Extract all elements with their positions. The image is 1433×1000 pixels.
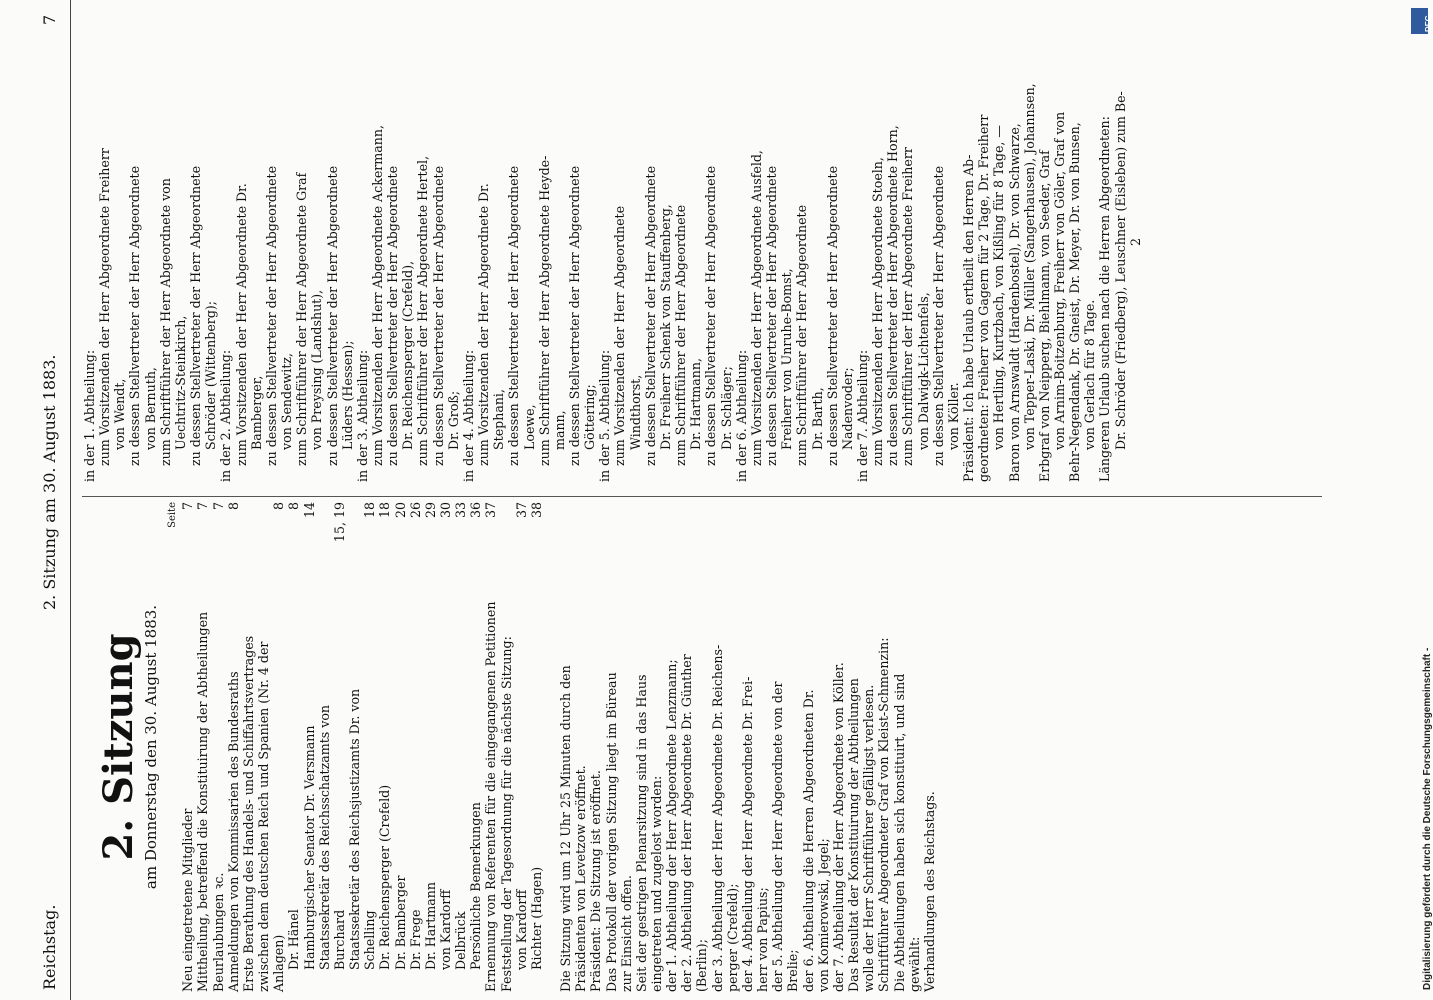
toc-entry-page: 33 xyxy=(453,502,469,519)
text-line: Loewe, xyxy=(521,404,537,450)
text-line: zum Schriftführer der Herr Abgeordnete Graf xyxy=(294,172,310,466)
text-line: Verhandlungen des Reichstags. xyxy=(921,791,937,992)
text-line: zum Vorsitzenden der Herr Abgeordnete Stoeln, xyxy=(870,157,886,466)
text-line: zu dessen Stellvertreter der Herr Abgeordnete xyxy=(567,165,582,466)
text-line: zum Vorsitzenden der Herr Abgeordnete Ausfeld, xyxy=(748,150,764,466)
text-line: geordneten: Freiherr von Gagern für 2 Tage, Dr. Freiherr xyxy=(976,114,992,482)
text-line: Schröder (Wittenberg); xyxy=(203,300,219,450)
toc-entry-page: 20 xyxy=(392,502,408,519)
text-line: Behr-Negendank, Dr. Gneist, Dr. Meyer, Dr. von Bunsen, xyxy=(1067,122,1083,482)
toc-entry xyxy=(317,502,332,992)
toc-entry-text: von Kardorff xyxy=(437,889,453,970)
toc-page-heading: Seite xyxy=(167,502,179,528)
toc-entry xyxy=(347,502,362,992)
text-line: Erbgraf von Neipperg, Biehlmann, von Seeder, Graf xyxy=(1036,150,1052,482)
toc-entry xyxy=(286,502,301,992)
text-line: Dr. Barth, xyxy=(809,387,825,450)
text-line: zum Vorsitzenden der Herr Abgeordnete Ackermann, xyxy=(369,125,385,466)
session-title: 2. Sitzung xyxy=(95,633,142,861)
toc-entry xyxy=(468,502,483,992)
toc-entry-text: Dr. Hartmann xyxy=(422,882,438,970)
page-number: 7 xyxy=(40,14,59,25)
text-line: Freiherr von Unruhe-Bomst, xyxy=(779,268,795,450)
toc-entry xyxy=(423,502,438,992)
toc-entry-text: Anmeldungen von Kommissarien des Bundesraths xyxy=(225,671,241,992)
text-line: in der 6. Abtheilung: xyxy=(733,349,749,482)
text-line: zum Vorsitzenden der Herr Abgeordnete xyxy=(612,205,628,466)
text-line: der 2. Abtheilung der Herr Abgeordnete Dr. Günther xyxy=(679,654,695,992)
toc-entry-text: Neu eingetretene Mitglieder xyxy=(180,808,196,992)
text-line: der 6. Abtheilung die Herren Abgeordneten Dr. xyxy=(800,689,816,992)
toc-entry-text: Feststellung der Tagesordnung für die nächste Sitzung: xyxy=(498,636,514,992)
text-line: Bamberger, xyxy=(248,375,264,450)
toc-entry-page: 14 xyxy=(301,502,317,519)
toc-entry xyxy=(195,502,210,992)
text-line: zum Schriftführer der Herr Abgeordnete Heyde- xyxy=(536,155,552,466)
text-line: zum Schriftführer der Herr Abgeordnete Freiherr xyxy=(900,147,916,466)
text-line: der 5. Abtheilung der Herr Abgeordnete von der xyxy=(770,681,786,992)
text-line: Dr. Groß; xyxy=(445,390,461,450)
header-rule xyxy=(70,0,71,1000)
toc-entry-text: Richter (Hagen) xyxy=(528,866,544,970)
text-line: Das Resultat der Konstituirung der Abtheilungen xyxy=(846,678,862,992)
dfg-logo: DFG xyxy=(1411,8,1428,34)
text-line: zum Vorsitzenden der Herr Abgeordnete Dr. xyxy=(476,183,492,466)
toc-entry-text: Anlagen) xyxy=(271,934,287,992)
toc-entry-text: Schelling xyxy=(362,910,378,970)
toc-entry xyxy=(377,502,392,992)
text-line: (Berlin); xyxy=(694,939,710,992)
toc-entry xyxy=(362,502,377,992)
text-line: Dr. Freiherr Schenk von Stauffenberg, xyxy=(657,204,673,450)
text-line: Stephani, xyxy=(491,389,507,450)
session-date: am Donnerstag den 30. August 1883. xyxy=(142,604,160,890)
toc-entry-text: Delbrück xyxy=(453,911,469,970)
toc-entry-text: Dr. Frege xyxy=(407,909,423,970)
text-line: Windthorst, xyxy=(627,374,643,450)
toc-entry-page xyxy=(499,502,514,548)
header-left: Reichstag. xyxy=(40,904,59,990)
running-header xyxy=(36,0,66,1000)
text-line: Göttering; xyxy=(582,384,598,450)
toc-entry xyxy=(438,502,453,992)
toc-entry xyxy=(332,502,347,992)
toc-entry xyxy=(241,502,256,992)
text-line: zu dessen Stellvertreter der Herr Abgeordnete xyxy=(430,165,446,466)
text-line: von Köller. xyxy=(945,382,961,450)
toc-entry-page: 18 xyxy=(362,502,378,519)
toc-entry-page: 15, 19 xyxy=(331,502,347,543)
text-line: herr von Papius; xyxy=(755,887,771,992)
toc-entry xyxy=(226,502,241,992)
text-line: zum Schriftführer der Herr Abgeordnete xyxy=(673,204,689,466)
text-line: von Sendewitz, xyxy=(279,352,295,450)
toc-entry-text: Staatssekretär des Reichsschatzamts von xyxy=(316,704,332,970)
text-line: Baron von Arnswaldt (Hardenbostel), Dr. von Schwarze, xyxy=(1006,123,1022,482)
text-line: zu dessen Stellvertreter der Herr Abgeordnete xyxy=(188,165,204,466)
table-of-contents xyxy=(180,502,544,992)
toc-entry-text: Dr. Bamberger xyxy=(392,875,408,970)
text-line: zu dessen Stellvertreter der Herr Abgeordnete xyxy=(824,165,840,466)
text-line: gewählt: xyxy=(906,936,922,992)
toc-entry-page: 7 xyxy=(195,502,211,511)
toc-entry xyxy=(211,502,226,992)
text-line: Dr. Reichensperger (Crefeld), xyxy=(400,260,416,450)
toc-entry-page: 8 xyxy=(271,502,287,511)
toc-entry-page: 8 xyxy=(225,502,241,511)
toc-entry xyxy=(483,502,498,992)
toc-entry-page: 30 xyxy=(437,502,453,519)
text-line: Nadenvoder; xyxy=(839,367,855,450)
text-line: Das Protokoll der vorigen Sitzung liegt im Büreau xyxy=(603,672,619,992)
left-column xyxy=(82,502,937,992)
toc-entry-page: 37 xyxy=(483,502,499,519)
text-line: eingetreten und zugelost worden: xyxy=(649,775,664,992)
text-line: von Komierowski, Jegel; xyxy=(815,838,831,992)
right-body-text xyxy=(82,2,1128,482)
text-line: zu dessen Stellvertreter der Herr Abgeordnete xyxy=(263,165,279,466)
text-line: von Gerlach für 8 Tage. xyxy=(1082,299,1098,450)
text-line: von Arnim-Boitzenburg, Freiherr von Göler, Graf von xyxy=(1052,111,1067,450)
text-line: zu dessen Stellvertreter der Herr Abgeordnete xyxy=(324,165,340,466)
text-line: zu dessen Stellvertreter der Herr Abgeordnete xyxy=(764,165,780,466)
text-line: in der 7. Abtheilung: xyxy=(854,349,870,482)
toc-entry-page: 26 xyxy=(407,502,423,519)
toc-entry-page: 7 xyxy=(180,502,196,511)
text-line: Die Abtheilungen haben sich konstituirt, und sind xyxy=(891,673,907,992)
toc-entry xyxy=(529,502,544,992)
text-line: mann, xyxy=(551,410,567,450)
text-line: Präsident: Die Sitzung ist eröffnet. xyxy=(588,770,604,992)
text-line: zu dessen Stellvertreter der Herr Abgeordnete xyxy=(703,165,719,466)
toc-entry xyxy=(180,502,195,992)
signature-mark: 2 xyxy=(1127,238,1143,247)
toc-entry-page xyxy=(241,502,256,548)
text-line: Dr. Schläger; xyxy=(718,366,734,450)
toc-entry-text: Burchard xyxy=(331,909,347,970)
text-line: zu dessen Stellvertreter der Herr Abgeordnete xyxy=(385,165,401,466)
toc-entry-text: Hamburgischer Senator Dr. Versmann xyxy=(301,725,317,970)
text-line: Uechtritz-Steinkirch, xyxy=(172,315,188,450)
text-line: zu dessen Stellvertreter der Herr Abgeordnete xyxy=(127,165,143,466)
toc-entry-page: 8 xyxy=(286,502,302,511)
toc-entry-page: 29 xyxy=(422,502,438,519)
toc-entry-text: von Kardorff xyxy=(513,889,529,970)
toc-entry xyxy=(499,502,514,992)
text-line: zum Schriftführer der Herr Abgeordnete Hertel, xyxy=(415,155,431,466)
text-line: in der 3. Abtheilung: xyxy=(354,349,370,482)
text-line: Schriftführer Abgeordneter Graf von Kleist-Schmenzin: xyxy=(876,637,892,992)
left-body-text xyxy=(558,502,937,992)
right-column xyxy=(82,2,1143,482)
toc-entry-page: 36 xyxy=(468,502,484,519)
text-line: Seit der gestrigen Plenarsitzung sind in das Haus xyxy=(633,674,649,992)
text-line: wolle der Herr Schriftführer gefälligst verlesen. xyxy=(861,684,877,992)
toc-entry-text: Dr. Hänel xyxy=(286,909,302,970)
toc-entry xyxy=(271,502,286,992)
text-line: perger (Crefeld); xyxy=(724,883,740,992)
text-line: Dr. Schröder (Friedberg), Leuschner (Eisleben) zum Be- xyxy=(1112,91,1128,450)
toc-entry xyxy=(256,502,271,992)
text-line: von Bernuth, xyxy=(142,367,158,450)
text-line: Die Sitzung wird um 12 Uhr 25 Minuten durch den xyxy=(558,665,574,992)
text-line: der 7. Abtheilung der Herr Abgeordnete von Köller. xyxy=(830,662,846,992)
text-line: zum Vorsitzenden der Herr Abgeordnete Dr. xyxy=(233,183,249,466)
toc-entry-text: zwischen dem deutschen Reich und Spanien (Nr. 4 der xyxy=(256,641,272,992)
text-line: Brelie; xyxy=(785,949,801,992)
toc-entry-text: Persönliche Bemerkungen xyxy=(468,802,484,970)
toc-entry-text: Dr. Reichensperger (Crefeld) xyxy=(377,784,393,970)
text-line: Dr. Hartmann, xyxy=(688,358,704,450)
text-line: Präsidenten von Levetzow eröffnet. xyxy=(573,765,589,992)
text-line: zur Einsicht offen. xyxy=(618,875,634,992)
text-line: Lüders (Hessen); xyxy=(339,340,355,450)
toc-entry-page xyxy=(256,502,271,548)
text-line: der 1. Abtheilung der Herr Abgeordnete Lenzmann; xyxy=(664,659,680,992)
toc-entry-text: Beurlaubungen ꝛc. xyxy=(210,872,226,992)
toc-entry-text: Mittheilung, betreffend die Konstituirung der Abtheilungen xyxy=(195,611,211,992)
column-divider xyxy=(82,496,1322,497)
text-line: zu dessen Stellvertreter der Herr Abgeordnete xyxy=(506,165,522,466)
text-line: der 4. Abtheilung der Herr Abgeordnete Dr. Frei- xyxy=(739,676,755,992)
toc-entry-page: 7 xyxy=(210,502,226,511)
text-line: zu dessen Stellvertreter der Herr Abgeordnete xyxy=(642,165,658,466)
toc-entry xyxy=(302,502,317,992)
text-line: von Wendt, xyxy=(112,378,128,450)
text-line: in der 2. Abtheilung: xyxy=(218,349,234,482)
toc-entry-text: Ernennung von Referenten für die eingegangenen Petitionen xyxy=(483,601,499,992)
text-line: der 3. Abtheilung der Herr Abgeordnete Dr. Reichens- xyxy=(709,644,725,992)
text-line: zu dessen Stellvertreter der Herr Abgeordnete xyxy=(930,165,946,466)
text-line: in der 4. Abtheilung: xyxy=(460,349,476,482)
text-line: von Hertling, Kurtzbach, von Kißling für 8 Tage, — xyxy=(991,124,1007,450)
header-center: 2. Sitzung am 30. August 1883. xyxy=(40,354,59,610)
text-line: Präsident: Ich habe Urlaub ertheilt den Herren Ab- xyxy=(961,154,977,482)
text-line: von Dalwigk-Lichtenfels, xyxy=(915,292,931,450)
text-line: zum Vorsitzenden der Herr Abgeordnete Freiherr xyxy=(97,148,113,466)
text-line: in der 1. Abtheilung: xyxy=(82,349,97,482)
text-line: zum Schriftführer der Herr Abgeordnete von xyxy=(157,178,173,466)
text-line: von Preysing (Landshut), xyxy=(309,289,325,450)
text-line: Längeren Urlaub suchen nach die Herren Abgeordneten: xyxy=(1097,116,1113,482)
text-line: in der 5. Abtheilung: xyxy=(597,349,613,482)
toc-entry xyxy=(514,502,529,992)
toc-entry xyxy=(453,502,468,992)
toc-entry xyxy=(393,502,408,992)
toc-entry-page: 18 xyxy=(377,502,393,519)
toc-entry-page xyxy=(347,502,362,548)
text-line: zum Schriftführer der Herr Abgeordnete xyxy=(794,204,810,466)
toc-entry-text: Erste Berathung des Handels- und Schiffahrtsvertrages xyxy=(240,635,256,992)
toc-entry-text: Staatssekretär des Reichsjustizamts Dr. von xyxy=(347,688,363,970)
toc-entry-page: 37 xyxy=(513,502,529,519)
toc-entry-page: 38 xyxy=(528,502,544,519)
toc-entry xyxy=(408,502,423,992)
text-line: von Tepper-Laski, Dr. Müller (Sangerhausen), Johannsen, xyxy=(1021,83,1037,450)
toc-entry-page xyxy=(317,502,332,548)
text-line: zu dessen Stellvertreter der Herr Abgeordnete Horn, xyxy=(885,125,901,466)
digitization-watermark: Digitalisierung gefördert durch die Deutsche Forschungsgemeinschaft - xyxy=(1422,647,1433,990)
